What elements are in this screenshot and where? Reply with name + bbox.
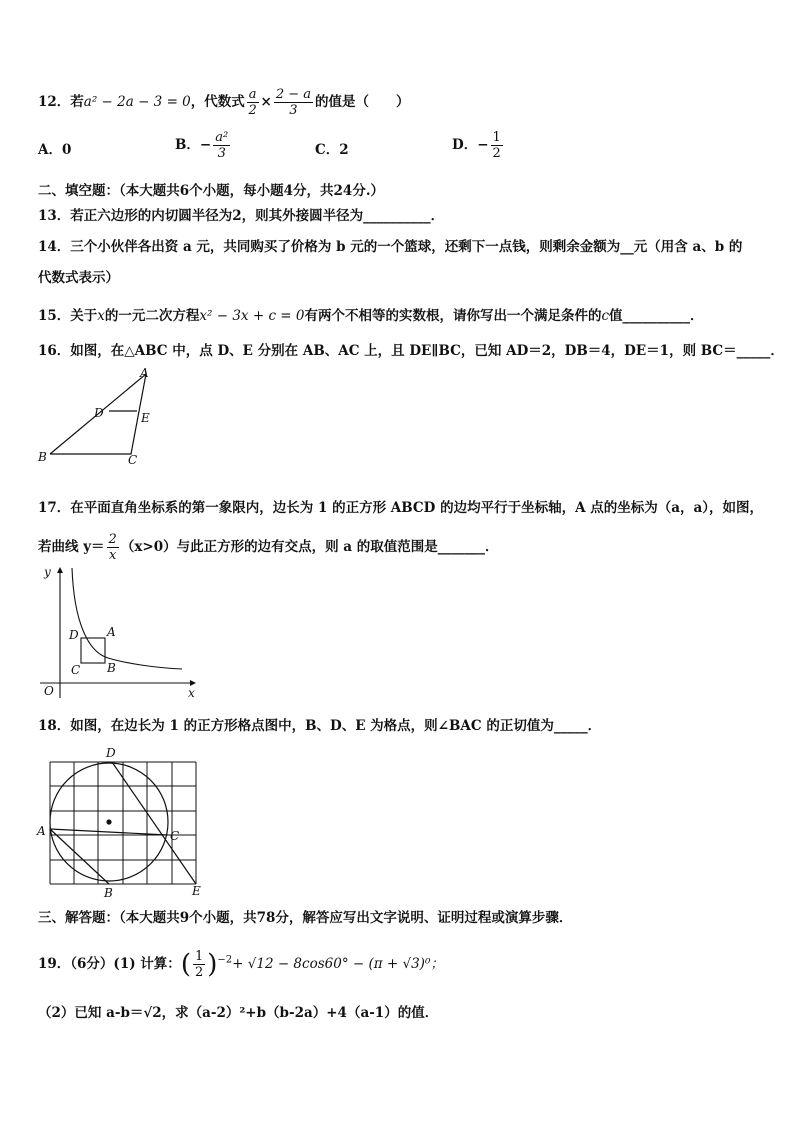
figure-18-grid-circle: [36, 745, 212, 900]
label-d: D: [106, 746, 116, 760]
axis-x-label: x: [188, 686, 195, 700]
q17-line1: 17．在平面直角坐标系的第一象限内，边长为 1 的正方形 ABCD 的边均平行于坐标轴，A 点的坐标为（a，a），如图，: [38, 500, 763, 516]
label-c: C: [170, 829, 180, 843]
section-3-heading: 三、解答题：（本大题共9个小题，共78分，解答应写出文字说明、证明过程或演算步骤．: [38, 910, 573, 926]
q12-options: [38, 130, 738, 180]
label-a: A: [107, 625, 116, 639]
q19-part1: 19．（6分）(1) 计算：( $\frac{1}{2}$ )$^{-2}$+ √12 − 8cos60° − (π + √3)⁰；: [38, 949, 444, 980]
option-b: B．− $\frac{\text{a²}}{3}$: [175, 130, 229, 161]
axis-y-label: y: [44, 565, 51, 579]
label-c: C: [128, 453, 138, 467]
q12-line: 12．若a² − 2a − 3 = 0，代数式 $\frac{a}{2}$ × $\frac{2 - a}{3}$ 的值是（ ）: [38, 87, 410, 118]
figure-17-coordinate-plane: [38, 562, 202, 700]
q13: 13．若正六边形的内切圆半径为2，则其外接圆半径为__________．: [38, 208, 445, 224]
q17-line2: 若曲线 y＝ $\frac{2}{x}$ （x>0）与此正方形的边有交点，则 a 的取值范围是_______．: [38, 532, 499, 563]
q14-line2: 代数式表示）: [38, 270, 119, 286]
section-2-heading: 二、填空题：（本大题共6个小题，每小题4分，共24分.）: [38, 183, 385, 199]
label-b: B: [104, 886, 113, 900]
label-b: B: [107, 661, 116, 675]
q18: 18．如图，在边长为 1 的正方形格点图中，B、D、E 为格点，则∠BAC 的正切值为_____．: [38, 718, 602, 734]
q16: 16．如图，在△ABC 中，点 D、E 分别在 AB、AC 上，且 DE∥BC，已知 AD＝2，DB＝4，DE＝1，则 BC＝_____．: [38, 343, 784, 359]
q12-equation: a² − 2a − 3 = 0: [83, 94, 191, 110]
label-a: A: [140, 366, 149, 380]
label-e: E: [141, 411, 150, 425]
option-d: D．− $\frac{1}{2}$: [452, 130, 501, 161]
label-e: E: [192, 884, 201, 898]
q15: 15．关于x的一元二次方程x² − 3x + c = 0有两个不相等的实数根，请你写出一个满足条件的c值__________．: [38, 308, 704, 324]
q14-line1: 14．三个小伙伴各出资 a 元，共同购买了价格为 b 元的一个篮球，还剩下一点钱，则剩余金额为__元（用含 a、b 的: [38, 239, 743, 255]
q12-fraction-2: $\frac{2 - a}{3}$: [275, 87, 312, 118]
label-b: B: [38, 450, 47, 464]
q19-part2: （2）已知 a-b＝√2，求（a-2）²+b（b-2a）+4（a-1）的值．: [38, 1005, 439, 1021]
q12-fraction-1: $\frac{a}{2}$: [248, 87, 257, 118]
option-a: A．0: [38, 142, 72, 158]
label-d: D: [69, 628, 79, 642]
label-d: D: [94, 406, 104, 420]
q12-number: 12．: [38, 94, 71, 110]
label-a: A: [37, 824, 46, 838]
label-c: C: [71, 663, 81, 677]
origin-label: O: [44, 684, 54, 698]
figure-16-triangle: [36, 366, 166, 467]
option-c: C．2: [315, 142, 349, 158]
